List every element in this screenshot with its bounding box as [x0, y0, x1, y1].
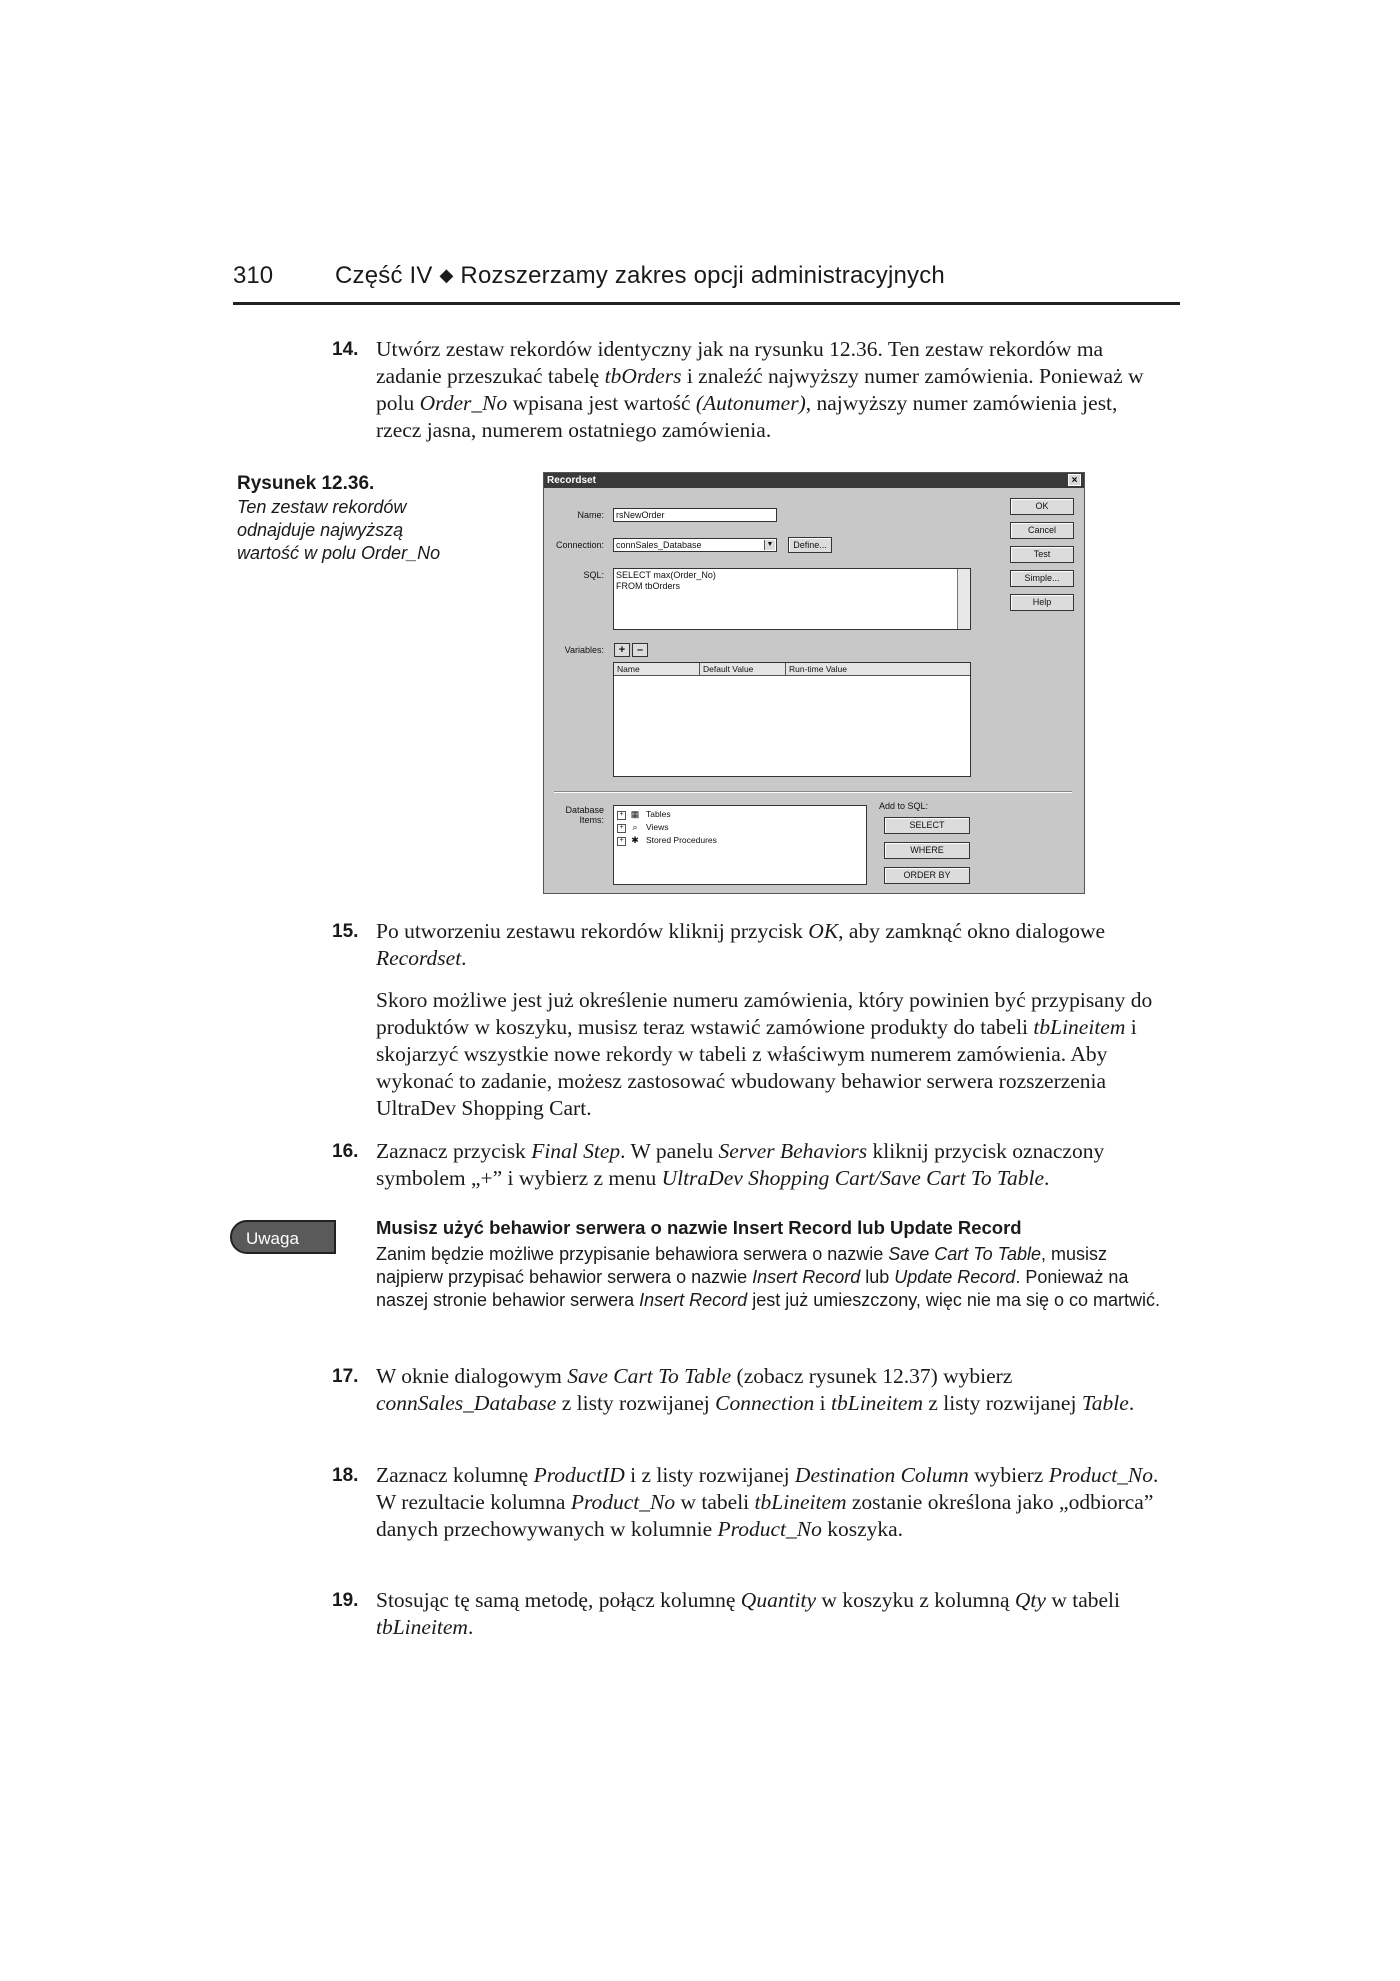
sql-scrollbar[interactable] [957, 569, 970, 629]
tree-item-tables[interactable]: + ▦ Tables [617, 808, 671, 820]
step-number: 16. [332, 1141, 359, 1162]
sql-label: SQL: [583, 570, 604, 580]
expand-icon: + [617, 811, 626, 820]
figure-caption-text: Ten zestaw rekordów odnajduje najwyższą wartość w polu Order_No [237, 497, 441, 563]
dialog-title: Recordset [547, 475, 596, 486]
column-header-runtime-value[interactable]: Run-time Value [786, 663, 970, 676]
view-icon: ⌕ [632, 822, 638, 832]
expand-icon: + [617, 837, 626, 846]
column-header-name[interactable]: Name [614, 663, 700, 676]
recordset-dialog [543, 472, 1085, 894]
connection-value: connSales_Database [616, 540, 702, 550]
sql-line-1: SELECT max(Order_No) [616, 570, 716, 580]
add-variable-button[interactable]: + [614, 643, 630, 657]
diamond-separator-icon: ◆ [439, 265, 454, 285]
test-button[interactable]: Test [1010, 546, 1074, 563]
part-label: Część IV [335, 262, 433, 289]
divider [554, 791, 1072, 793]
remove-variable-button[interactable]: – [632, 643, 648, 657]
name-label: Name: [577, 510, 604, 520]
connection-select[interactable] [613, 538, 777, 552]
step-18 [332, 1462, 1162, 1543]
step-number: 14. [332, 339, 359, 360]
database-items-tree[interactable] [613, 805, 867, 885]
body-paragraph: Skoro możliwe jest już określenie numeru zamówienia, który powinien być przypisany do produktów w koszyku, musisz teraz wstawić zamówione produkty do tabeli tbLineitem i skojarzyć wszystkie nowe rekordy w tabeli z właściwym numerem zamówienia. Aby wykonać to zadanie, możesz zastosować wbudowany behawior serwera rozszerzenia UltraDev Shopping Cart. [376, 988, 1153, 1120]
step-text: Utwórz zestaw rekordów identyczny jak na rysunku 12.36. Ten zestaw rekordów ma zadanie przeszukać tabelę tbOrders i znaleźć najwyższy numer zamówienia. Ponieważ w polu Order_No wpisana jest wartość (Autonumer), najwyższy numer zamówienia jest, rzecz jasna, numerem ostatniego zamówienia. [376, 337, 1144, 442]
note-body: Zanim będzie możliwe przypisanie behawiora serwera o nazwie Save Cart To Table, musisz najpierw przypisać behawior serwera o nazwie Insert Record lub Update Record. Ponieważ na naszej stronie behawior serwera Insert Record jest już umieszczony, więc nie ma się o co martwić. [376, 1244, 1160, 1310]
column-header-default-value[interactable]: Default Value [700, 663, 786, 676]
tree-item-views[interactable]: + ⌕ Views [617, 821, 669, 833]
select-button[interactable]: SELECT [884, 817, 970, 834]
define-button[interactable]: Define... [788, 537, 832, 553]
variables-label: Variables: [564, 645, 604, 655]
step-number: 17. [332, 1366, 359, 1387]
running-header [233, 258, 1180, 305]
step-text: Stosując tę samą metodę, połącz kolumnę Quantity w koszyku z kolumną Qty w tabeli tbLineitem. [376, 1588, 1120, 1639]
figure-caption [237, 472, 447, 565]
step-14 [332, 336, 1162, 444]
step-15 [332, 918, 1162, 972]
variables-table[interactable] [613, 662, 971, 777]
sql-line-2: FROM tbOrders [616, 581, 681, 591]
step-text: Po utworzeniu zestawu rekordów kliknij przycisk OK, aby zamknąć okno dialogowe Recordset. [376, 919, 1106, 970]
cancel-button[interactable]: Cancel [1010, 522, 1074, 539]
order-by-button[interactable]: ORDER BY [884, 867, 970, 884]
table-icon: ▦ [630, 809, 640, 819]
step-text: W oknie dialogowym Save Cart To Table (zobacz rysunek 12.37) wybierz connSales_Database z listy rozwijanej Connection i tbLineitem z listy rozwijanej Table. [376, 1364, 1135, 1415]
step-17 [332, 1363, 1162, 1417]
simple-button[interactable]: Simple... [1010, 570, 1074, 587]
where-button[interactable]: WHERE [884, 842, 970, 859]
running-title [335, 262, 945, 290]
chevron-down-icon[interactable]: ▼ [764, 540, 775, 550]
ok-button[interactable]: OK [1010, 498, 1074, 515]
step-16 [332, 1138, 1162, 1192]
sql-textarea[interactable] [613, 568, 971, 630]
step-number: 19. [332, 1590, 359, 1611]
procedure-icon: ✱ [631, 835, 639, 845]
step-text: Zaznacz kolumnę ProductID i z listy rozwijanej Destination Column wybierz Product_No. W rezultacie kolumna Product_No w tabeli tbLineitem zostanie określona jako „odbiorca” danych przechowywanych w kolumnie Product_No koszyka. [376, 1463, 1159, 1541]
dialog-titlebar [544, 473, 1084, 488]
step-number: 18. [332, 1465, 359, 1486]
connection-label: Connection: [555, 540, 604, 550]
add-to-sql-label: Add to SQL: [879, 801, 929, 811]
chapter-title: Rozszerzamy zakres opcji administracyjnych [460, 262, 945, 289]
figure-label: Rysunek 12.36. [237, 473, 375, 494]
database-items-label: Database Items: [565, 805, 604, 825]
note-badge: Uwaga [230, 1220, 336, 1254]
step-text: Zaznacz przycisk Final Step. W panelu Server Behaviors kliknij przycisk oznaczony symbolem „+” i wybierz z menu UltraDev Shopping Cart/Save Cart To Table. [376, 1139, 1105, 1190]
note-title: Musisz użyć behawior serwera o nazwie Insert Record lub Update Record [376, 1217, 1022, 1238]
name-input[interactable]: rsNewOrder [613, 508, 777, 522]
step-number: 15. [332, 921, 359, 942]
page-number: 310 [233, 262, 274, 289]
help-button[interactable]: Help [1010, 594, 1074, 611]
step-19 [332, 1587, 1162, 1641]
close-icon[interactable]: × [1068, 474, 1081, 486]
expand-icon: + [617, 824, 626, 833]
tree-item-stored-procedures[interactable]: + ✱ Stored Procedures [617, 834, 717, 846]
